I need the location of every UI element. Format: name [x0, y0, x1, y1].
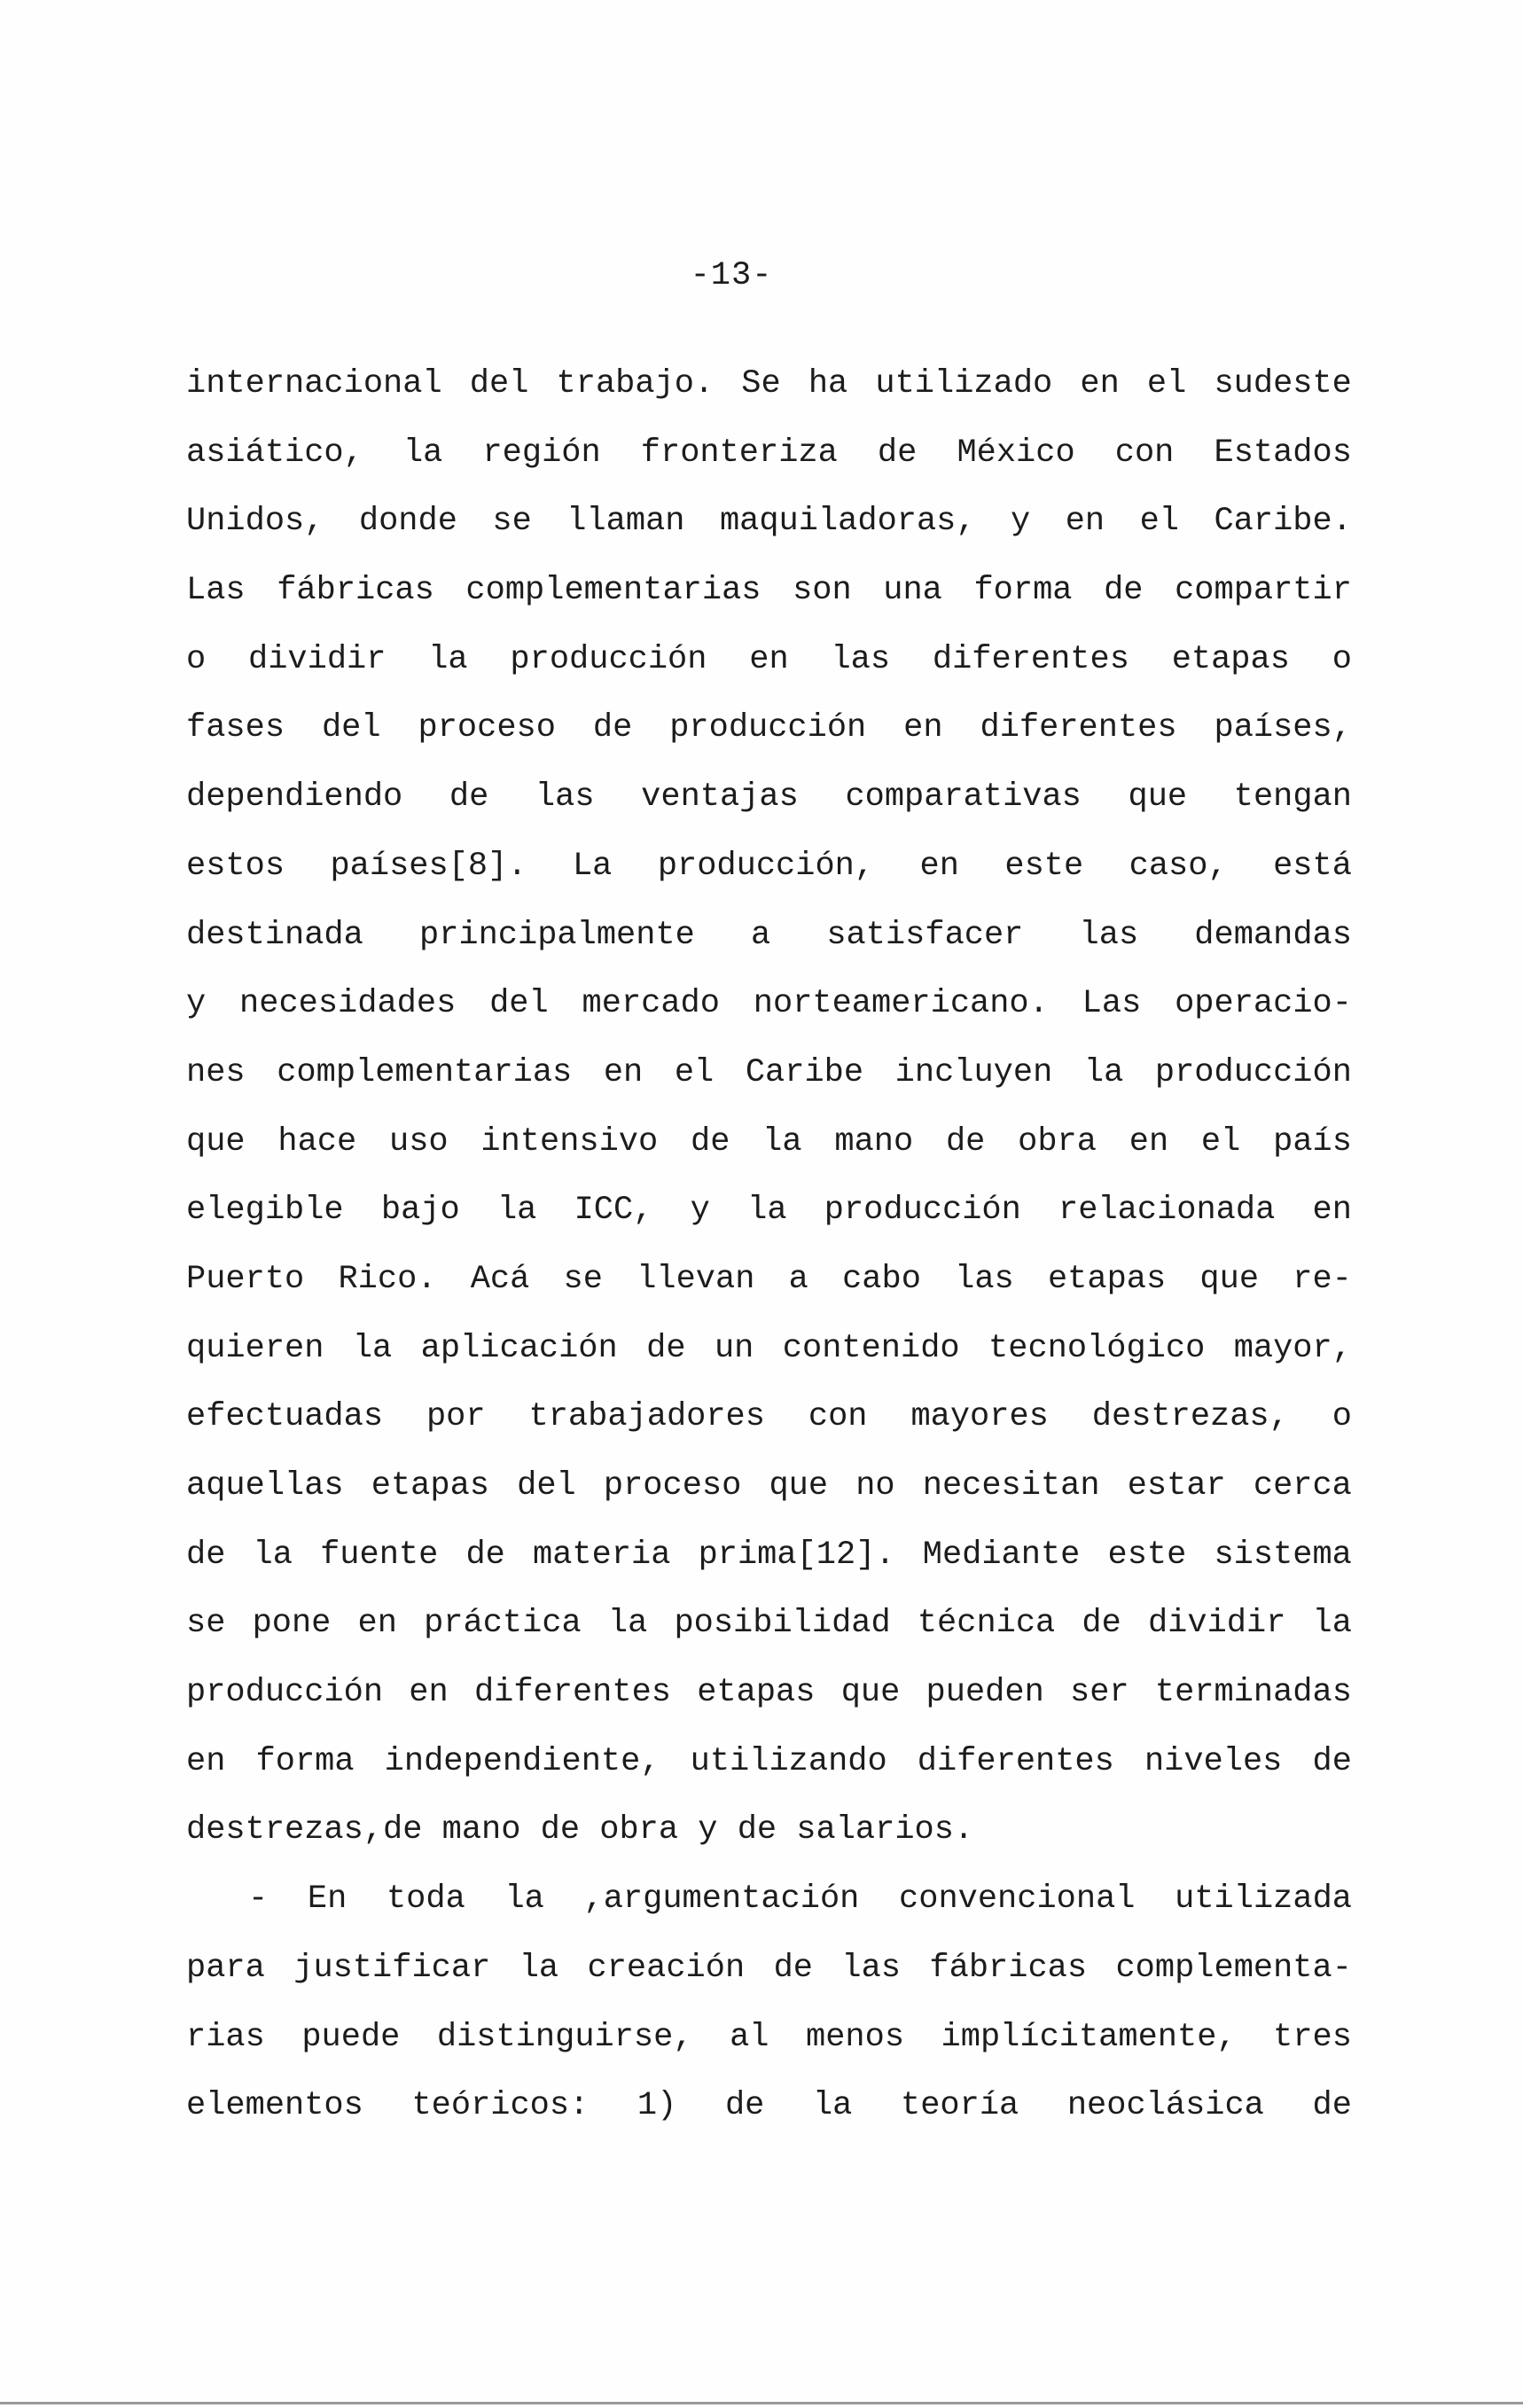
text-line: y necesidades del mercado norteamericano. Las operacio-	[186, 985, 1352, 1023]
text-line: elegible bajo la ICC, y la producción relacionada en	[186, 1192, 1352, 1230]
body-text	[186, 350, 1352, 2141]
text-line: Puerto Rico. Acá se llevan a cabo las etapas que re-	[186, 1260, 1352, 1298]
text-line: para justificar la creación de las fábricas complementa-	[186, 1949, 1352, 1987]
page-number: -13-	[690, 257, 773, 294]
text-line: de la fuente de materia prima[12]. Mediante este sistema	[186, 1536, 1352, 1574]
text-line: o dividir la producción en las diferentes etapas o	[186, 640, 1352, 678]
text-line: elementos teóricos: 1) de la teoría neoclásica de	[186, 2087, 1352, 2125]
paragraph-2	[186, 1865, 1352, 2141]
text-line: destrezas,de mano de obra y de salarios.	[186, 1811, 974, 1849]
paragraph-1	[186, 350, 1352, 1865]
text-line: efectuadas por trabajadores con mayores destrezas, o	[186, 1398, 1352, 1436]
text-line: Las fábricas complementarias son una forma de compartir	[186, 572, 1352, 610]
text-line: internacional del trabajo. Se ha utilizado en el sudeste	[186, 365, 1352, 403]
text-line: destinada principalmente a satisfacer las demandas	[186, 916, 1352, 954]
text-line: fases del proceso de producción en diferentes países,	[186, 709, 1352, 747]
text-line: Unidos, donde se llaman maquiladoras, y en el Caribe.	[186, 503, 1352, 541]
text-line: quieren la aplicación de un contenido tecnológico mayor,	[186, 1329, 1352, 1367]
text-line: dependiendo de las ventajas comparativas que tengan	[186, 778, 1352, 817]
text-line: - En toda la ,argumentación convencional utilizada	[248, 1880, 1352, 1919]
text-line: aquellas etapas del proceso que no necesitan estar cerca	[186, 1467, 1352, 1505]
text-line: en forma independiente, utilizando diferentes niveles de	[186, 1742, 1352, 1780]
text-line: asiático, la región fronteriza de México con Estados	[186, 434, 1352, 472]
text-line: se pone en práctica la posibilidad técnica de dividir la	[186, 1605, 1352, 1643]
text-line: producción en diferentes etapas que pueden ser terminadas	[186, 1674, 1352, 1712]
page-bottom-edge	[0, 2402, 1523, 2404]
text-line: que hace uso intensivo de la mano de obra en el país	[186, 1122, 1352, 1161]
text-line: nes complementarias en el Caribe incluyen la producción	[186, 1053, 1352, 1091]
text-line: estos países[8]. La producción, en este caso, está	[186, 847, 1352, 885]
text-line: rias puede distinguirse, al menos implícitamente, tres	[186, 2018, 1352, 2056]
